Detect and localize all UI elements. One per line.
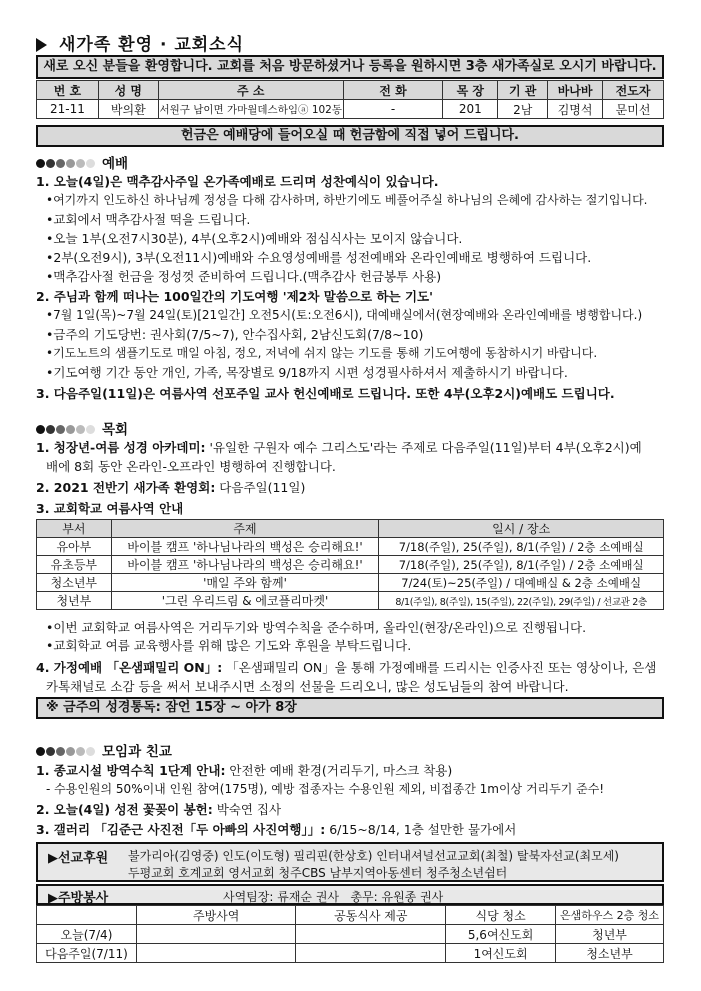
duty-header-row: 주방사역 공동식사 제공 식당 청소 은샘하우스 2층 청소	[37, 906, 664, 925]
missions-line-2: 두평교회 호계교회 영서교회 청주CBS 남부지역아동센터 청주청소년쉼터	[128, 866, 508, 880]
fellowship-item-3: 3. 갤러리 「김준근 사진전「두 아빠의 사진여행」」: 6/15~8/14, 1층 설만한 물가에서	[36, 822, 517, 837]
table-row: 다음주일(7/11) 1여신도회 청소년부	[37, 944, 664, 963]
fellowship-item-1-sub: - 수용인원의 50%이내 인원 참여(175명), 예방 접종자는 수용인원 제외, 비접종간 1m이상 거리두기 준수!	[46, 782, 605, 796]
ministry-item-1-cont: 배에 8회 동안 온라인-오프라인 병행하여 진행합니다.	[46, 459, 336, 474]
fellowship-item-2: 2. 오늘(4일) 성전 꽃꽂이 봉헌: 박숙연 집사	[36, 802, 282, 817]
list-item: •2부(오전9시), 3부(오전11시)예배와 수요영성예배를 성전예배와 온라인예배로 병행하여 드립니다.	[46, 250, 592, 265]
list-item: •오늘 1부(오전7시30분), 4부(오후2시)예배와 점심식사는 모이지 않습니다.	[46, 231, 463, 246]
table-row: 유아부 바이블 캠프 '하나님나라의 백성은 승리해요!' 7/18(주일), 25(주일), 8/1(주일) / 2층 소예배실	[37, 538, 664, 556]
kitchen-label: ▶주방봉사	[48, 891, 109, 906]
table-row: 유초등부 바이블 캠프 '하나님나라의 백성은 승리해요!' 7/18(주일), 25(주일), 8/1(주일) / 2층 소예배실	[37, 556, 664, 574]
bible-reading-banner: ※ 금주의 성경통독: 잠언 15장 ~ 아가 8장	[36, 697, 664, 719]
fellowship-item-1: 1. 종교시설 방역수칙 1단계 안내: 안전한 예배 환경(거리두기, 마스크 착용)	[36, 763, 453, 778]
section-heading-ministry: 목회	[36, 418, 128, 438]
worship-item-1: 1. 오늘(4일)은 맥추감사주일 온가족예배로 드리며 성찬예식이 있습니다.	[36, 174, 439, 189]
table-row: 21-11 박의환 서원구 남이면 가마월데스하임ⓐ 102동 - 201 2남 김명석 문미선	[37, 100, 664, 119]
schedule-header-row: 부서 주제 일시 / 장소	[37, 520, 664, 538]
list-item: •교회에서 맥추감사절 떡을 드립니다.	[46, 212, 251, 227]
kitchen-header	[36, 884, 664, 905]
list-item: •여기까지 인도하신 하나님께 정성을 다해 감사하며, 하반기에도 베풀어주실 하나님의 은혜에 감사하는 절기입니다.	[46, 193, 648, 207]
dots-icon	[36, 156, 96, 172]
list-item: •금주의 기도당번: 권사회(7/5~7), 안수집사회, 2남신도회(7/8~10)	[46, 327, 424, 342]
table-row: 오늘(7/4) 5,6여신도회 청년부	[37, 925, 664, 944]
registration-header-row: 번 호 성 명 주 소 전 화 목 장 기 관 바나바 전도자	[37, 81, 664, 100]
dots-icon	[36, 744, 96, 760]
worship-item-3: 3. 다음주일(11일)은 여름사역 선포주일 교사 헌신예배로 드립니다. 또한 4부(오후2시)예배도 드립니다.	[36, 386, 615, 401]
page-title: 새가족 환영 · 교회소식	[36, 30, 244, 55]
summer-schedule-table	[36, 519, 664, 610]
list-item: •교회학교 여름 교육행사를 위해 많은 기도와 후원을 부탁드립니다.	[46, 638, 412, 653]
triangle-bullet-icon	[36, 38, 47, 52]
missions-line-1: 불가리아(김영중) 인도(이도형) 필리핀(한상호) 인터내셔널선교교회(최철) 탈북자선교(최모세)	[128, 849, 619, 863]
table-row: 청년부 '그린 우리드림 & 에코플리마켓' 8/1(주일), 8(주일), 15(주일), 22(주일), 29(주일) / 선교관 2층	[37, 592, 664, 610]
list-item: •기도노트의 샘플기도로 매일 아침, 정오, 저녁에 쉬지 않는 기도를 통해 기도여행에 동참하시기 바랍니다.	[46, 346, 598, 360]
kitchen-leaders: 사역팀장: 류재순 권사 총무: 유원종 권사	[223, 890, 444, 904]
section-heading-worship: 예배	[36, 152, 128, 172]
ministry-item-3: 3. 교회학교 여름사역 안내	[36, 501, 184, 516]
registration-table	[36, 80, 664, 119]
kitchen-duty-table	[36, 905, 664, 963]
ministry-item-4-cont: 카톡채널로 소감 등을 써서 보내주시면 소정의 선물을 드리오니, 많은 성도님들의 참여 바랍니다.	[46, 679, 569, 694]
ministry-item-1: 1. 청장년-여름 성경 아카데미: '유일한 구원자 예수 그리스도'라는 주제로 다음주일(11일)부터 4부(오후2시)예	[36, 440, 642, 455]
ministry-item-4: 4. 가정예배 「온샘패밀리 ON」: 「온샘패밀리 ON」을 통해 가정예배를 드리시는 인증사진 또는 영상이나, 은샘	[36, 660, 657, 675]
worship-item-2: 2. 주님과 함께 떠나는 100일간의 기도여행 '제2차 말씀으로 하는 기도'	[36, 289, 433, 304]
list-item: •7월 1일(목)~7월 24일(토)[21일간] 오전5시(토:오전6시), 대예배실에서(현장예배와 온라인예배를 병행합니다.)	[46, 308, 643, 322]
list-item: •이번 교회학교 여름사역은 거리두기와 방역수칙을 준수하며, 올라인(현장/온라인)으로 진행됩니다.	[46, 620, 587, 635]
dots-icon	[36, 422, 96, 438]
section-heading-fellowship: 모임과 친교	[36, 740, 172, 760]
table-row: 청소년부 '매일 주와 함께' 7/24(토)~25(주일) / 대예배실 & 2층 소예배실	[37, 574, 664, 592]
missions-box	[36, 842, 664, 882]
missions-label: ▶선교후원	[48, 851, 109, 866]
list-item: •맥추감사절 헌금을 정성껏 준비하여 드립니다.(맥추감사 헌금봉투 사용)	[46, 269, 442, 284]
offering-notice: 헌금은 예배당에 들어오실 때 헌금함에 직접 넣어 드립니다.	[36, 125, 664, 147]
welcome-banner: 새로 오신 분들을 환영합니다. 교회를 처음 방문하셨거나 등록을 원하시면 3층 새가족실로 오시기 바랍니다.	[36, 55, 664, 79]
list-item: •기도여행 기간 동안 개인, 가족, 목장별로 9/18까지 시편 성경필사하셔서 제출하시기 바랍니다.	[46, 365, 568, 380]
ministry-item-2: 2. 2021 전반기 새가족 환영회: 다음주일(11일)	[36, 480, 306, 495]
